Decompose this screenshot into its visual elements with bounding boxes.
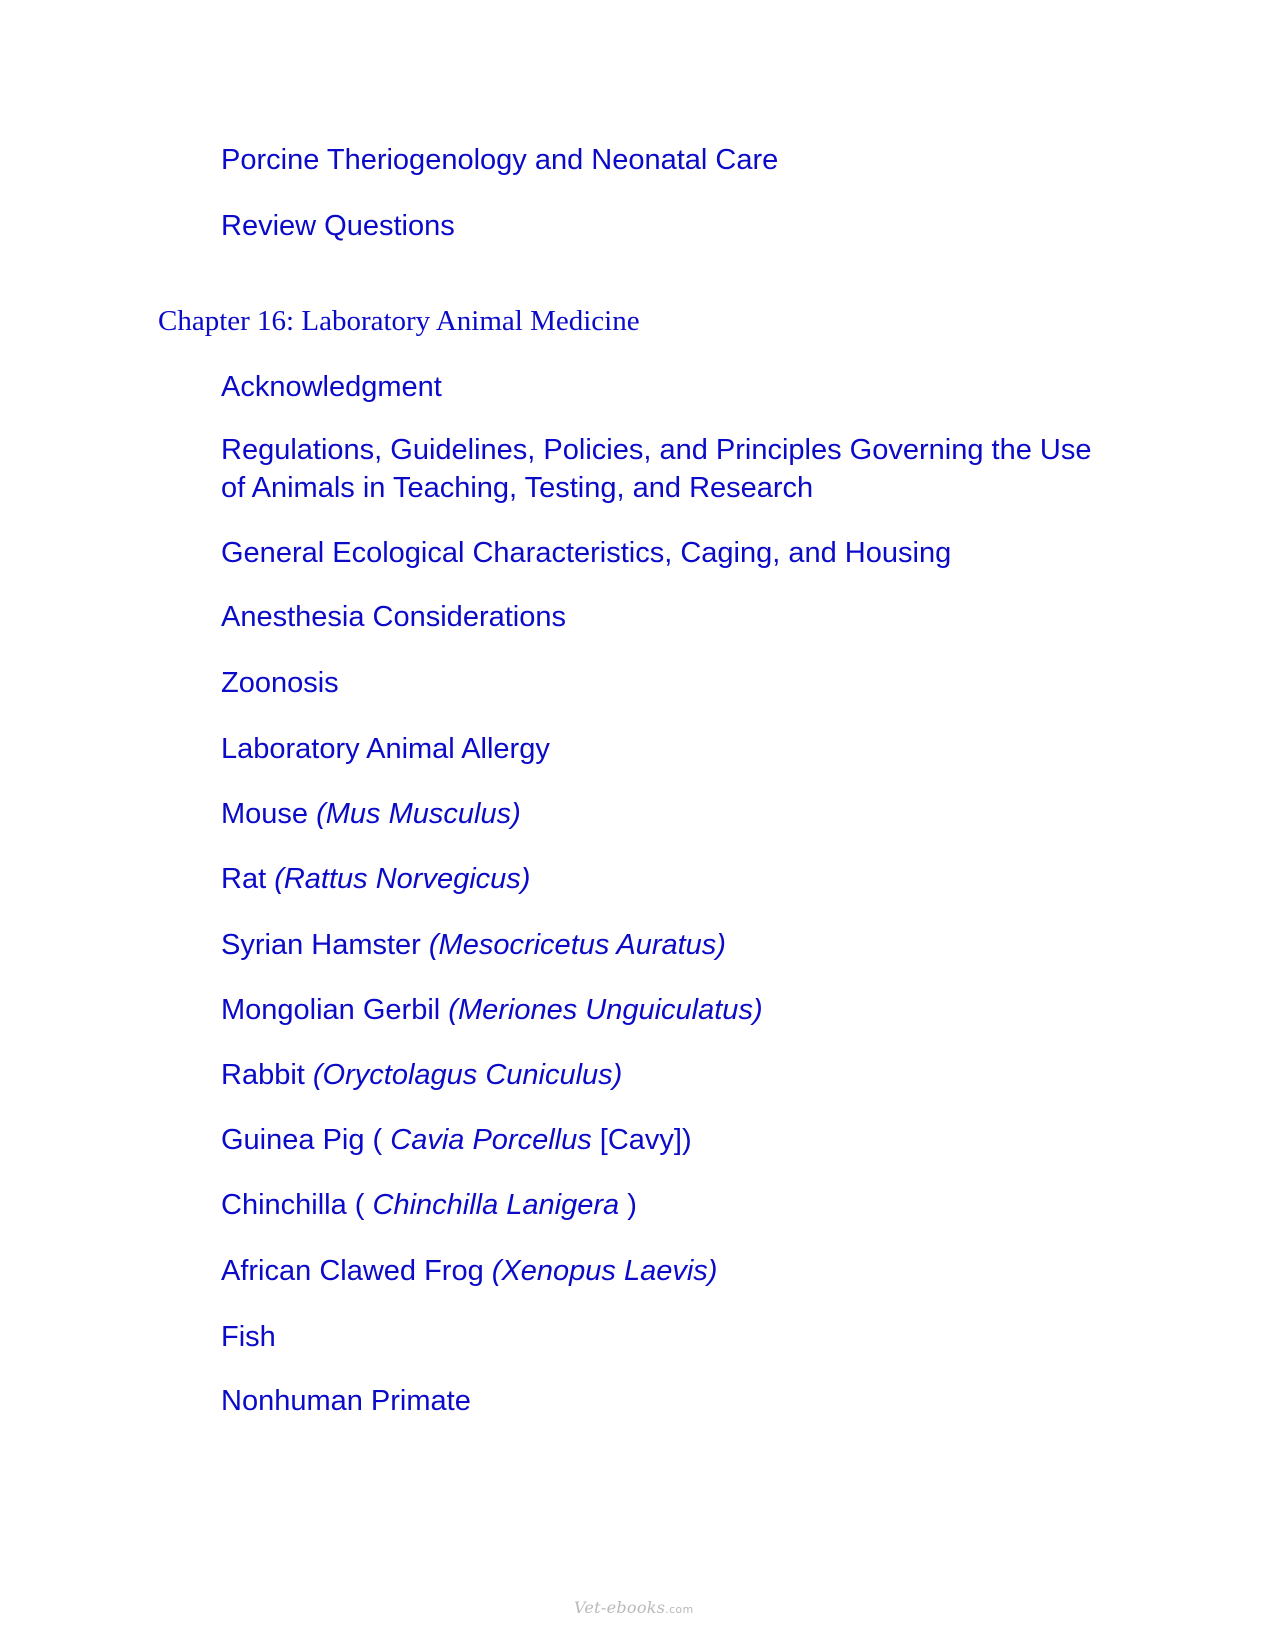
toc-link-acknowledgment[interactable]: Acknowledgment [221,371,442,403]
toc-link-rat[interactable] [221,860,530,898]
scientific-name: (Meriones Unguiculatus) [448,994,763,1026]
toc-link-african-clawed-frog[interactable] [221,1252,717,1290]
toc-link-syrian-hamster[interactable] [221,926,726,964]
scientific-name: Cavia Porcellus [390,1124,592,1156]
common-name: Mouse [221,798,317,830]
common-name: Mongolian Gerbil [221,994,449,1026]
name-suffix: ) [619,1189,637,1221]
toc-link-zoonosis[interactable]: Zoonosis [221,667,339,699]
toc-link-mongolian-gerbil[interactable] [221,991,763,1029]
toc-link-review-questions[interactable]: Review Questions [221,210,455,242]
watermark-logo [574,1598,693,1620]
scientific-name: (Mesocricetus Auratus) [428,929,726,961]
common-name: Chinchilla ( [221,1189,373,1221]
scientific-name: (Rattus Norvegicus) [274,863,531,895]
toc-link-porcine-theriogenology[interactable]: Porcine Theriogenology and Neonatal Care [221,144,779,176]
common-name: Syrian Hamster [221,929,429,961]
toc-link-regulations[interactable]: Regulations, Guidelines, Policies, and Principles Governing the Use of Animals in Teaching, Testing, and Research [221,434,1092,504]
toc-link-anesthesia[interactable]: Anesthesia Considerations [221,601,566,633]
watermark-tld: .com [665,1603,694,1616]
toc-link-fish[interactable]: Fish [221,1321,276,1353]
toc-link-mouse[interactable] [221,795,521,833]
watermark-main: Vet-ebooks [574,1598,666,1617]
toc-link-ecological-characteristics[interactable]: General Ecological Characteristics, Caging, and Housing [221,537,952,569]
scientific-name: (Oryctolagus Cuniculus) [312,1059,623,1091]
toc-link-rabbit[interactable] [221,1056,622,1094]
common-name: Rabbit [221,1059,313,1091]
toc-link-nonhuman-primate[interactable]: Nonhuman Primate [221,1385,471,1417]
scientific-name: (Xenopus Laevis) [491,1255,718,1287]
common-name: Rat [221,863,275,895]
name-suffix: [Cavy]) [591,1124,692,1156]
toc-link-chinchilla[interactable] [221,1186,637,1224]
toc-link-laboratory-animal-allergy[interactable]: Laboratory Animal Allergy [221,733,550,765]
common-name: Guinea Pig ( [221,1124,391,1156]
toc-link-guinea-pig[interactable] [221,1121,692,1159]
chapter-16-heading[interactable]: Chapter 16: Laboratory Animal Medicine [158,305,640,337]
scientific-name: (Mus Musculus) [316,798,521,830]
scientific-name: Chinchilla Lanigera [372,1189,620,1221]
common-name: African Clawed Frog [221,1255,492,1287]
